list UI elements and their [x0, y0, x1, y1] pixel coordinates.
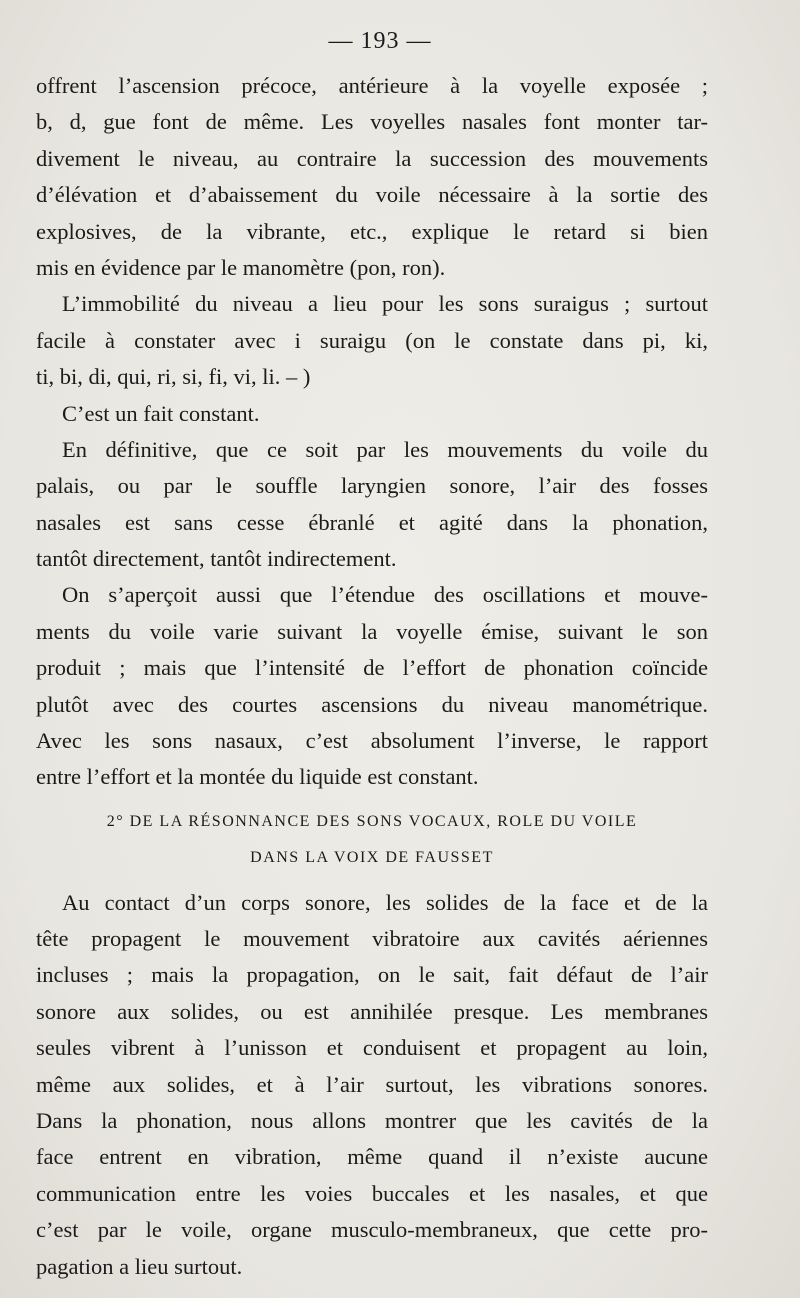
paragraph	[36, 885, 708, 1285]
text-line: divement le niveau, au contraire la succession des mouvements	[36, 145, 708, 171]
paragraph	[36, 577, 708, 795]
text-line: mis en évidence par le manomètre (pon, ron).	[36, 254, 446, 280]
text-line: Dans la phonation, nous allons montrer que les cavités de la	[36, 1107, 708, 1133]
text-line: Avec les sons nasaux, c’est absolument l’inverse, le rapport	[36, 728, 708, 754]
page-number: — 193 —	[328, 28, 432, 54]
page-body	[36, 68, 708, 1285]
text-line: tantôt directement, tantôt indirectement.	[36, 546, 397, 572]
text-line: seules vibrent à l’unisson et conduisent et propagent au loin,	[36, 1035, 708, 1061]
text-line: On s’aperçoit aussi que l’étendue des oscillations et mouve-	[62, 582, 708, 608]
text-line: communication entre les voies buccales et les nasales, et que	[36, 1180, 708, 1206]
text-line: facile à constater avec i suraigu (on le constate dans pi, ki,	[36, 327, 708, 353]
text-line: Au contact d’un corps sonore, les solides de la face et de la	[62, 889, 708, 915]
text-line: explosives, de la vibrante, etc., explique le retard si bien	[36, 218, 708, 244]
text-line: c’est par le voile, organe musculo-membraneux, que cette pro-	[36, 1217, 708, 1243]
text-line: C’est un fait constant.	[62, 400, 260, 426]
text-line: tête propagent le mouvement vibratoire aux cavités aériennes	[36, 925, 708, 951]
text-line: L’immobilité du niveau a lieu pour les sons suraigus ; surtout	[62, 291, 708, 317]
text-line: palais, ou par le souffle laryngien sonore, l’air des fosses	[36, 473, 708, 499]
paragraph	[36, 432, 708, 578]
text-line: nasales est sans cesse ébranlé et agité dans la phonation,	[36, 509, 708, 535]
section-heading-line: 2° DE LA RÉSONNANCE DES SONS VOCAUX, ROLE DU VOILE	[106, 812, 638, 830]
paragraph	[36, 286, 708, 395]
section-heading-line: DANS LA VOIX DE FAUSSET	[250, 849, 494, 867]
text-line: ti, bi, di, qui, ri, si, fi, vi, li. – )	[36, 364, 311, 390]
text-line: produit ; mais que l’intensité de l’effort de phonation coïncide	[36, 655, 708, 681]
text-line: plutôt avec des courtes ascensions du niveau manométrique.	[36, 691, 708, 717]
text-line: sonore aux solides, ou est annihilée presque. Les membranes	[36, 998, 708, 1024]
text-line: b, d, gue font de même. Les voyelles nasales font monter tar-	[36, 109, 708, 135]
paragraph	[36, 68, 708, 286]
paragraph	[36, 396, 708, 432]
text-line: offrent l’ascension précoce, antérieure à la voyelle exposée ;	[36, 73, 708, 98]
text-line: entre l’effort et la montée du liquide est constant.	[36, 764, 479, 790]
text-line: incluses ; mais la propagation, on le sait, fait défaut de l’air	[36, 962, 708, 988]
text-line: pagation a lieu surtout.	[36, 1253, 243, 1279]
text-line: ments du voile varie suivant la voyelle émise, suivant le son	[36, 618, 708, 644]
text-line: même aux solides, et à l’air surtout, les vibrations sonores.	[36, 1071, 708, 1097]
text-line: d’élévation et d’abaissement du voile nécessaire à la sortie des	[36, 182, 708, 208]
section-heading	[36, 804, 708, 877]
text-line: En définitive, que ce soit par les mouvements du voile du	[62, 436, 708, 462]
text-line: face entrent en vibration, même quand il n’existe aucune	[36, 1144, 708, 1170]
